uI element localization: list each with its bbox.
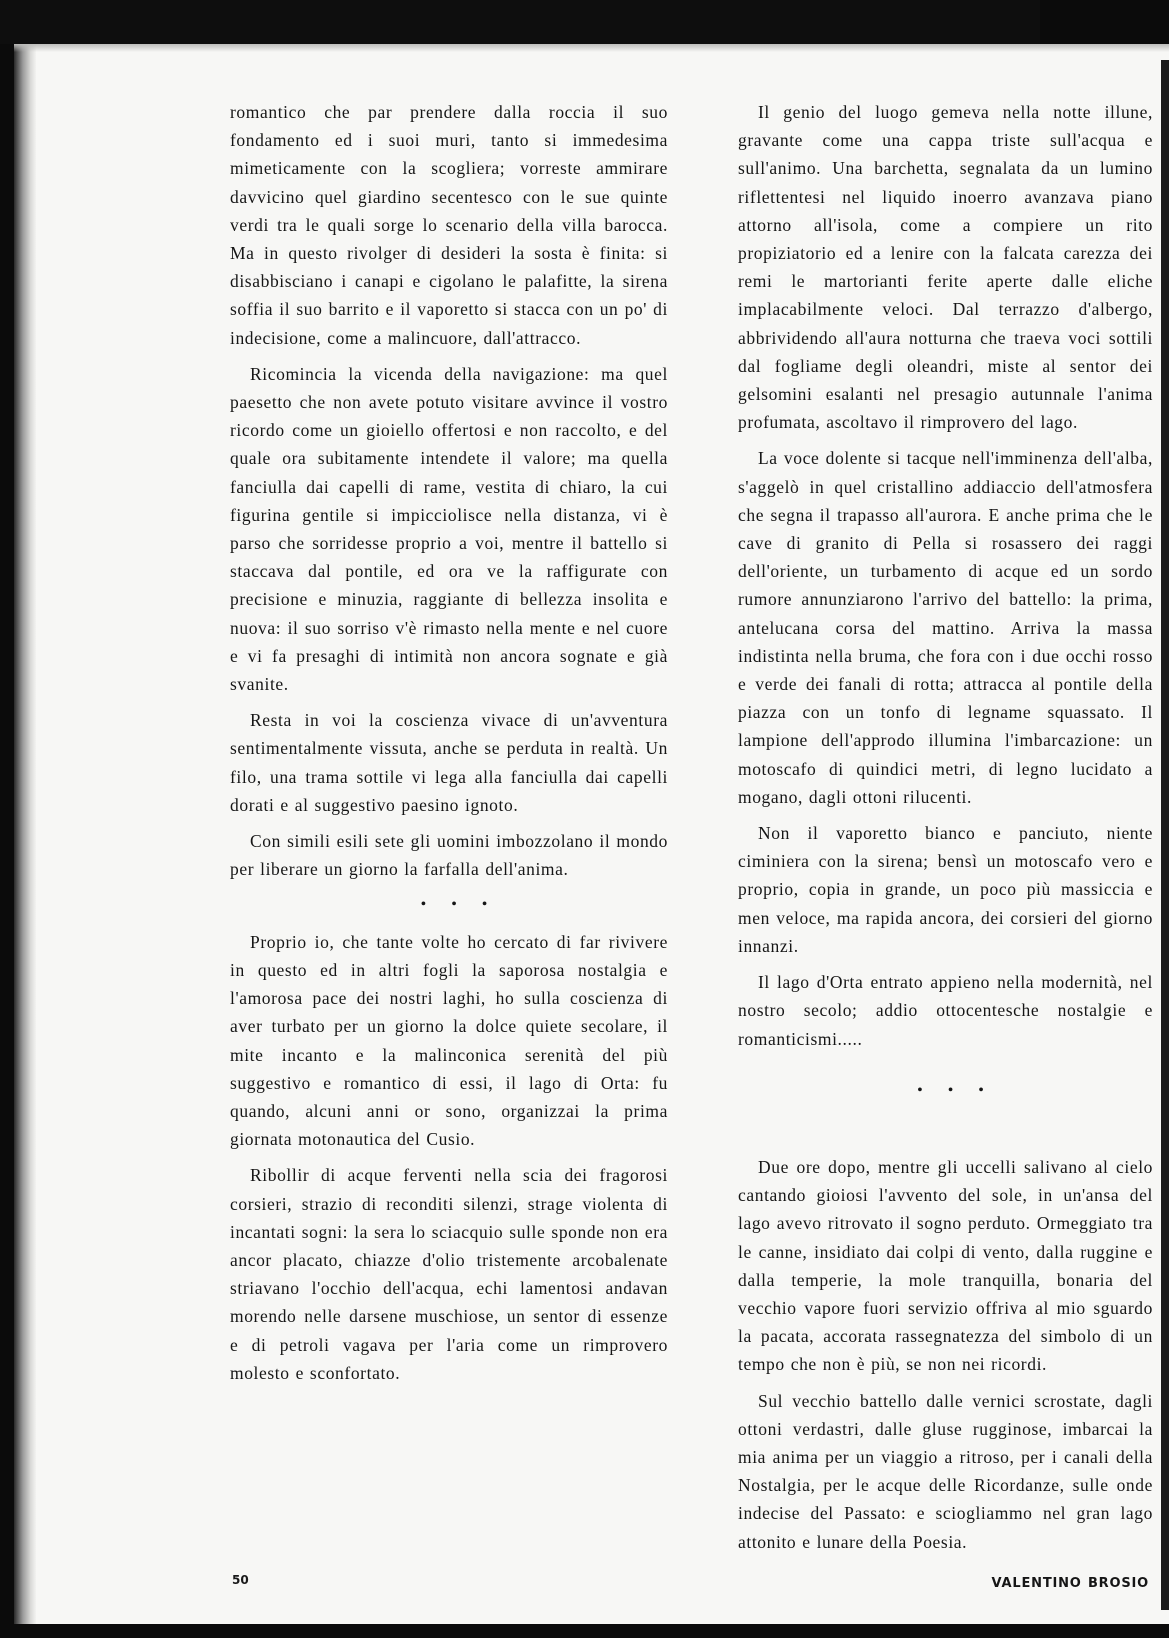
paragraph: Proprio io, che tante volte ho cercato di far rivivere in questo ed in altri fogli la saporosa nostalgia e l'amorosa pace dei nostri laghi, ho sulla coscienza di aver turbato per un giorno la dolce quiete secolare, il mite incanto e la malinconica serenità del più suggestivo e romantico di essi, il lago di Orta: fu quando, alcuni anni or sono, organizzai la prima giornata motonautica del Cusio. xyxy=(230,931,668,1150)
paragraph: Il lago d'Orta entrato appieno nella modernità, nel nostro secolo; addio ottocentesche nostalgie e romanticismi..... xyxy=(738,972,1153,1049)
paragraph: Sul vecchio battello dalle vernici scrostate, dagli ottoni verdastri, dalle gluse rugginose, imbarcai la mia anima per un viaggio a ritroso, per i canali della Nostalgia, per le acque delle Ricordanze, sulle onde indecise del Passato: e sciogliammo nel gran lago attonito e lunare della Poesia. xyxy=(738,1390,1153,1552)
scan-top-band xyxy=(0,0,1040,44)
scan-right-edge xyxy=(1161,60,1169,1610)
left-text-column xyxy=(230,98,668,1395)
section-separator: • • • xyxy=(420,896,498,914)
scan-bottom-edge xyxy=(0,1624,1169,1638)
paragraph: Con simili esili sete gli uomini imbozzolano il mondo per liberare un giorno la farfalla dell'anima. xyxy=(230,831,668,880)
paragraph: La voce dolente si tacque nell'imminenza dell'alba, s'aggelò in quel cristallino addiaccio dell'atmosfera che segna il trapasso all'aurora. E anche prima che le cave di granito di Pella si rosassero dei raggi dell'oriente, un turbamento di acque ed un sordo rumore annunziarono l'arrivo del battello: la prima, antelucana corsa del mattino. Arriva la massa indistinta nella bruma, che fora con i due occhi rosso e verde dei fanali di rotta; attracca al pontile della piazza con un tonfo di legname squassato. Il lampione dell'approdo illumina l'imbarcazione: un motoscafo di quindici metri, di legno lucidato a mogano, dagli ottoni rilucenti. xyxy=(738,448,1153,807)
paragraph: Ricomincia la vicenda della navigazione: ma quel paesetto che non avete potuto visitare avvince il vostro ricordo come un gioiello offertosi e non raccolto, e del quale ora subitamente intendete il valore; ma quella fanciulla dai capelli di rame, vestita di chiaro, la cui figurina gentile si impicciolisce nella distanza, vi è parso che sorridesse proprio a voi, mentre il battello si staccava dal pontile, ed ora ve la raffigurate con precisione e minuzia, raggiante di bellezza insolita e nuova: il suo sorriso v'è rimasto nella mente e nel cuore e vi fa presaghi di intimità non ancora sognate e già svanite. xyxy=(230,363,668,695)
right-text-column xyxy=(738,98,1153,1598)
section-separator: • • • xyxy=(917,1081,994,1099)
paragraph: Due ore dopo, mentre gli uccelli salivano al cielo cantando gioiosi l'avvento del sole, in un'ansa del lago avevo ritrovato il sogno perduto. Ormeggiato tra le canne, insidiato dai colpi di vento, dalla ruggine e dalla temperie, la mole tranquilla, bonaria del vecchio vapore fuori servizio offriva al mio sguardo la pacata, accorata rassegnatezza del simbolo di un tempo che non è più, se non nei ricordi. xyxy=(738,1156,1153,1375)
paragraph: romantico che par prendere dalla roccia il suo fondamento ed i suoi muri, tanto si immedesima mimeticamente con la scogliera; vorreste ammirare davvicino quel giardino secentesco con le sue quinte verdi tra le quali sorge lo scenario della villa barocca. Ma in questo rivolger di desideri la sosta è finita: si disabbisciano i canapi e cigolano le palafitte, la sirena soffia il suo barrito e il vaporetto si stacca con un po' di indecisione, come a malincuore, dall'attracco. xyxy=(230,102,668,348)
page-number: 50 xyxy=(232,1573,249,1587)
author-signature: VALENTINO BROSIO xyxy=(991,1575,1149,1591)
paragraph: Ribollir di acque ferventi nella scia dei fragorosi corsieri, strazio di reconditi silenzi, strage violenta di incantati sogni: la sera lo sciacquio sulle sponde non era ancor placato, chiazze d'olio tristemente arcobalenate striavano l'occhio dell'acqua, echi lamentosi andavan morendo nelle darsene muschiose, un sentor di essenze e di petroli vagava per l'aria come un rimprovero molesto e sconfortato. xyxy=(230,1165,668,1383)
paragraph: Resta in voi la coscienza vivace di un'avventura sentimentalmente vissuta, anche se perduta in realtà. Un filo, una trama sottile vi lega alla fanciulla dai capelli dorati e al suggestivo paesino ignoto. xyxy=(230,710,668,815)
page-top-shadow xyxy=(14,44,1169,52)
page-binding-shadow xyxy=(14,44,36,1624)
paragraph: Il genio del luogo gemeva nella notte illune, gravante come una cappa triste sull'acqua e sull'animo. Una barchetta, segnalata da un lumino riflettentesi nel liquido inoerro avanzava piano attorno all'isola, come a compiere un rito propiziatorio ed a lenire con la falcata carezza dei remi le martorianti ferite aperte dalle eliche implacabilmente veloci. Dal terrazzo d'albergo, abbrividendo all'aura notturna che traeva voci sottili dal fogliame degli oleandri, miste al sentor dei gelsomini esalanti nel presagio autunnale l'anima profumata, ascoltavo il rimprovero del lago. xyxy=(738,102,1153,433)
paragraph: Non il vaporetto bianco e panciuto, niente ciminiera con la sirena; bensì un motoscafo vero e proprio, copia in grande, un poco più massiccia e men veloce, ma rapida ancora, dei corsieri del giorno innanzi. xyxy=(738,823,1153,956)
